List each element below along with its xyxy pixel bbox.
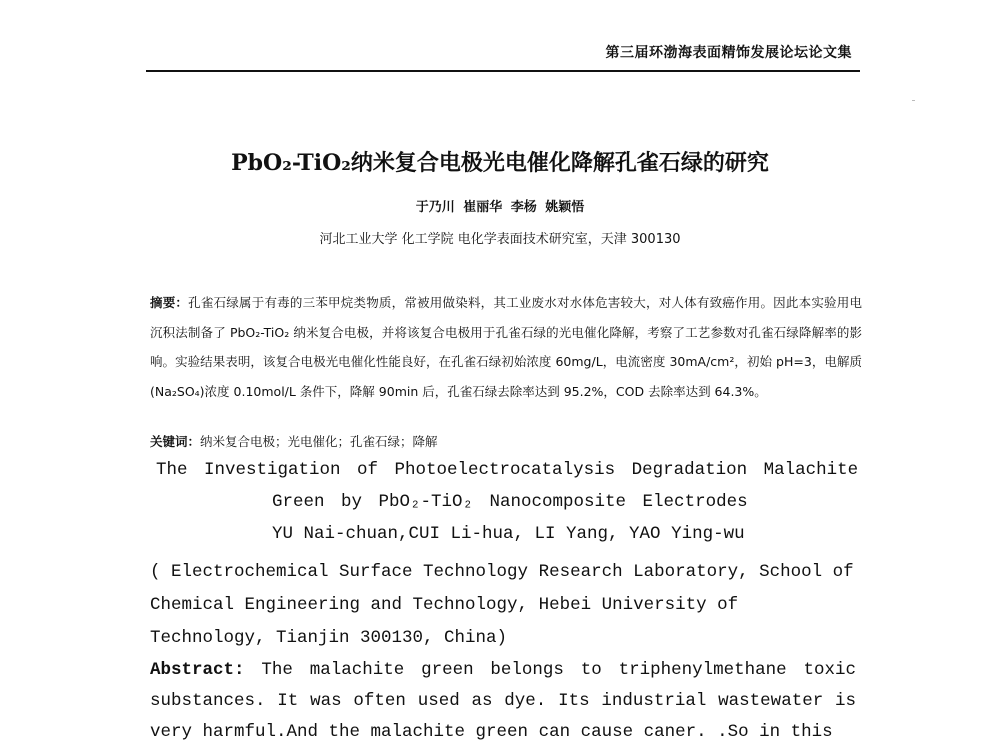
- running-header: 第三届环渤海表面精饰发展论坛论文集: [605, 45, 852, 61]
- affiliation: 河北工业大学 化工学院 电化学表面技术研究室，天津 300130: [319, 232, 681, 247]
- english-title-line-1: The Investigation of Photoelectrocatalysis Degradation Malachite: [156, 460, 859, 480]
- english-abstract: [150, 655, 856, 748]
- abstract-text: 孔雀石绿属于有毒的三苯甲烷类物质，常被用做染料，其工业废水对水体危害较大，对人体有致癌作用。因此本实验用电沉积法制备了 PbO₂-TiO₂ 纳米复合电极，并将该复合电极用于孔雀石绿的光电催化降解，考察了工艺参数对孔雀石绿降解率的影响。实验结果表明，该复合电极光电催化性能良好，在孔雀石绿初始浓度 60mg/L，电流密度 30mA/cm²，初始 pH=3，电解质(Na₂SO₄)浓度 0.10mol/L 条件下，降解 90min 后，孔雀石绿去除率达到 95.2%，COD 去除率达到 64.3%。: [150, 295, 862, 399]
- chinese-keywords: [150, 432, 862, 450]
- abstract-label: 摘要：: [150, 295, 189, 310]
- chinese-abstract: [150, 288, 862, 406]
- english-abstract-text: The malachite green belongs to triphenylmethane toxic substances. It was often used as dye. Its industrial wastewater is very harmful.And the malachite green can cause caner. .So in this: [150, 660, 856, 742]
- english-abstract-label: Abstract:: [150, 660, 245, 680]
- english-authors: YU Nai-chuan,CUI Li-hua, LI Yang, YAO Ying-wu: [272, 524, 745, 544]
- english-affiliation: ( Electrochemical Surface Technology Research Laboratory, School of Chemical Engineering and Technology, Hebei University of Technology, Tianjin 300130, China): [150, 562, 854, 648]
- paper-title: PbO₂-TiO₂纳米复合电极光电催化降解孔雀石绿的研究: [231, 150, 769, 176]
- scan-mark: [912, 100, 915, 101]
- english-title-line-2: Green by PbO₂-TiO₂ Nanocomposite Electrodes: [272, 492, 748, 512]
- keywords-label: 关键词：: [150, 434, 201, 449]
- header-rule: [146, 70, 860, 72]
- authors: 于乃川 崔丽华 李杨 姚颖悟: [415, 200, 585, 215]
- keywords-text: 纳米复合电极；光电催化；孔雀石绿；降解: [200, 434, 438, 449]
